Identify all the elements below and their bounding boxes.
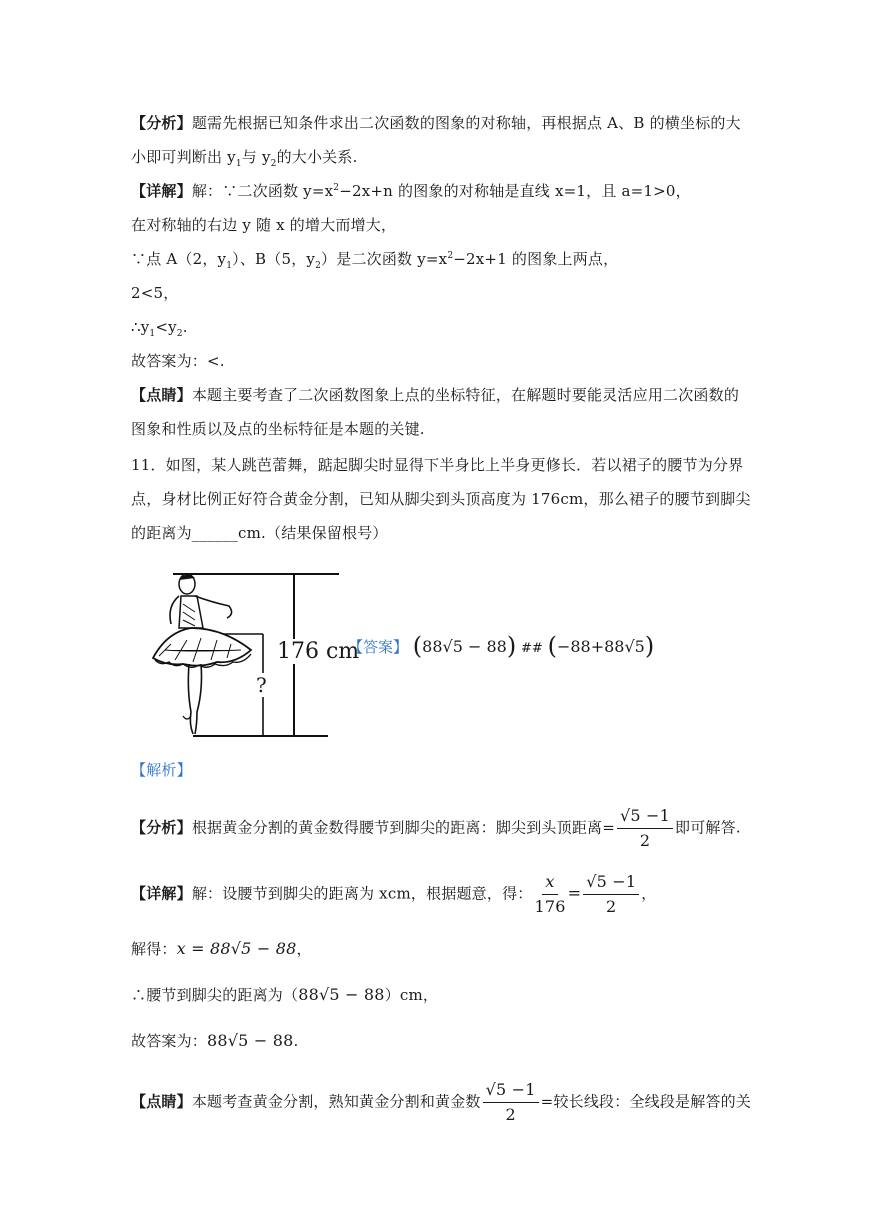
x-over-176-fraction: $\frac{x}{176}$ <box>534 872 566 916</box>
detail2-tag: 【详解】 <box>131 884 192 903</box>
detail2-line-2: 解得：x = 88√5 − 88， <box>131 939 312 958</box>
analysis2-line: 【分析】根据黄金分割的黄金数得腰节到脚尖的距离：脚尖到头顶距离= $\frac{√5 -1}{2}$ 即可解答. <box>131 806 741 850</box>
question-11-line-1: 11．如图，某人跳芭蕾舞，踮起脚尖时显得下半身比上半身更修长．若以裙子的腰节为分界 <box>131 456 744 474</box>
detail2-line-1: 【详解】解：设腰节到脚尖的距离为 xcm，根据题意，得： $\frac{x}{176}$ = $\frac{√5 -1}{2}$ ， <box>131 872 657 916</box>
solution-heading: 【解析】 <box>131 761 192 779</box>
comment-line-2: 图象和性质以及点的坐标特征是本题的关键. <box>131 420 425 438</box>
ballerina-figure <box>131 566 371 746</box>
analysis2-tag: 【分析】 <box>131 818 192 837</box>
question-11-line-2: 点，身材比例正好符合黄金分割，已知从脚尖到头顶高度为 176cm，那么裙子的腰节到脚尖 <box>131 490 751 508</box>
golden-ratio-fraction-3: $\frac{√5 -1}{2}$ <box>483 1080 539 1125</box>
golden-ratio-fraction-2: $\frac{√5 -1}{2}$ <box>583 872 639 917</box>
detail-line-6: 故答案为：<. <box>131 352 225 370</box>
answer-tag: 【答案】 <box>348 638 409 656</box>
analysis-line-1: 【分析】题需先根据已知条件求出二次函数的图象的对称轴，再根据点 A、B 的横坐标的大 <box>131 114 741 132</box>
detail2-line-3: ∴腰节到脚尖的距离为（88√5 − 88）cm， <box>131 985 439 1004</box>
answer-value-2: −88+88√5 <box>556 637 645 656</box>
detail-line-4: 2<5， <box>131 284 179 302</box>
answer-line: 【答案】 (88√5 − 88) ## (−88+88√5) <box>348 632 655 660</box>
detail2-line-4: 故答案为：88√5 − 88. <box>131 1031 299 1050</box>
comment2-line: 【点睛】本题考查黄金分割，熟知黄金分割和黄金数 $\frac{√5 -1}{2}$ =较长线段：全线段是解答的关 <box>131 1080 752 1124</box>
analysis-tag: 【分析】 <box>131 114 192 132</box>
detail-line-3: ∵点 A（2，$y_1$）、B（5，$y_2$）是二次函数 $y=x^2-2x+1$ 的图象上两点， <box>131 250 619 271</box>
golden-ratio-fraction: $\frac{√5 -1}{2}$ <box>617 806 673 851</box>
height-label: 176 cm <box>277 639 360 664</box>
question-11-line-3: 的距离为______cm.（结果保留根号） <box>131 524 388 542</box>
comment2-tag: 【点睛】 <box>131 1092 192 1111</box>
detail-line-2: 在对称轴的右边 y 随 x 的增大而增大， <box>131 216 397 234</box>
detail-tag: 【详解】 <box>131 182 192 200</box>
comment-line-1: 【点睛】本题主要考查了二次函数图象上点的坐标特征，在解题时要能灵活应用二次函数的 <box>131 386 740 404</box>
analysis-line-2: 小即可判断出 $y_1$与 $y_2$的大小关系. <box>131 148 358 169</box>
unknown-label: ? <box>256 673 267 697</box>
detail-line-1: 【详解】解：∵二次函数 $y=x^2-2x+n$ 的图象的对称轴是直线 x=1，且 a=1>0， <box>131 182 691 200</box>
detail-line-5: $\therefore y_1<y_2$. <box>131 318 188 339</box>
comment-tag: 【点睛】 <box>131 386 192 404</box>
answer-value-1: 88√5 − 88 <box>422 637 507 656</box>
answer-separator: ## <box>521 641 543 656</box>
